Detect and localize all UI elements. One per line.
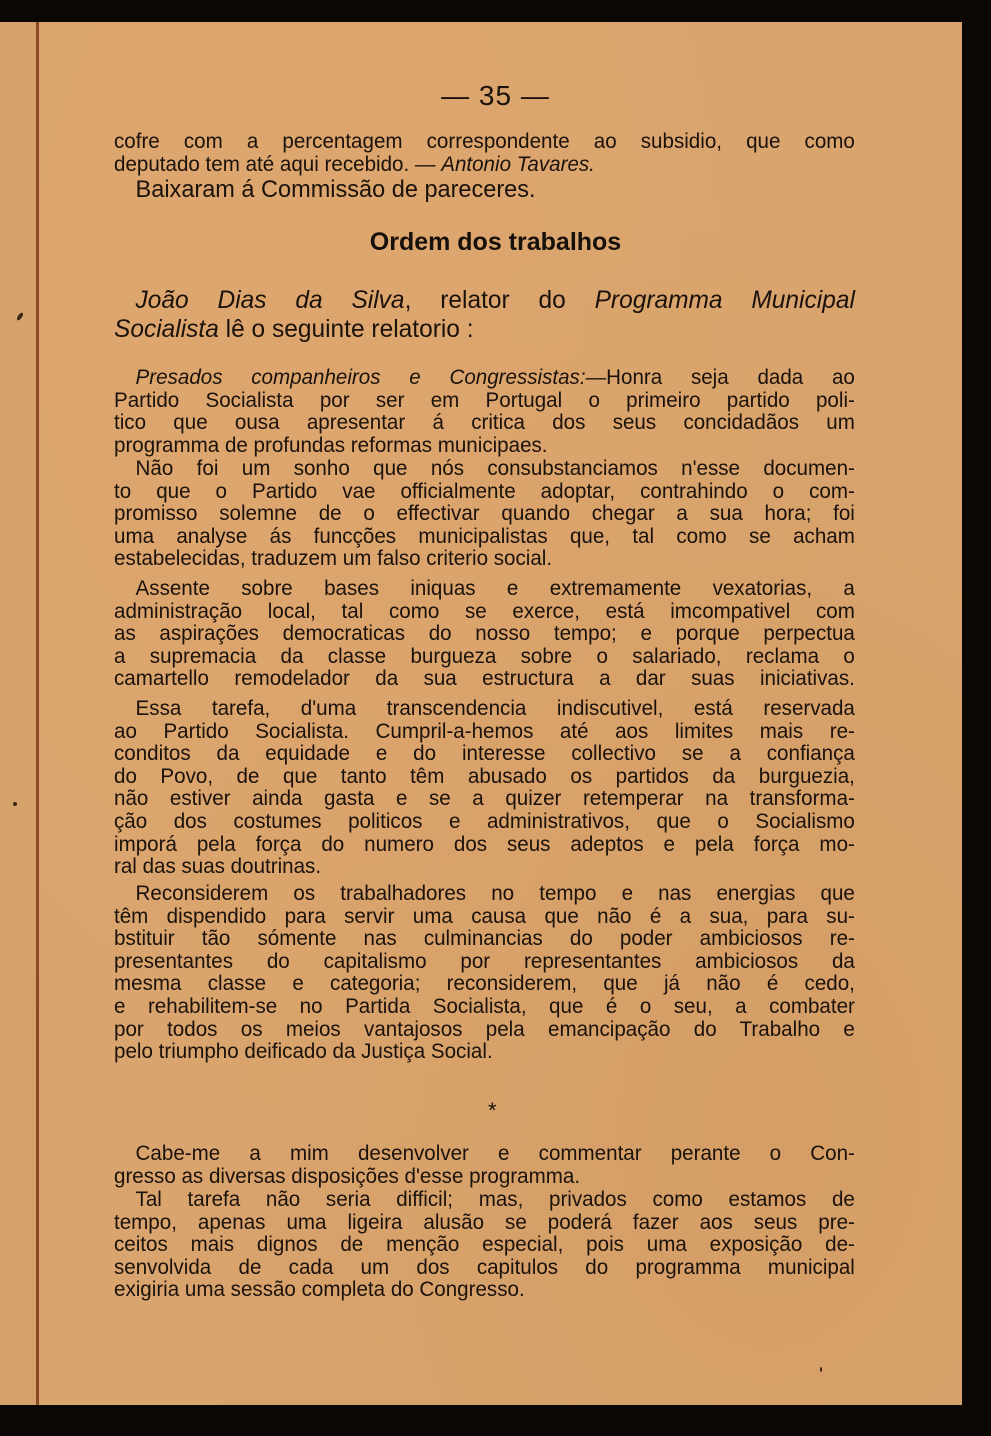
- paragraph: [114, 698, 855, 879]
- page-number: — 35 —: [441, 80, 550, 111]
- text-line: as aspirações democraticas do nosso tempo; e porque perpectua: [114, 622, 855, 646]
- text-line: conditos da equidade e do interesse collectivo se a confiança: [114, 742, 855, 766]
- text-line: senvolvida de cada um dos capitulos do programma municipal: [114, 1255, 855, 1279]
- paragraph: [114, 578, 855, 691]
- intro-block: [114, 286, 855, 344]
- paragraph: [114, 1143, 855, 1188]
- text-line: do Povo, de que tanto têm abusado os partidos da burguezia,: [114, 764, 855, 788]
- ink-spot: [13, 802, 17, 806]
- text-line: Essa tarefa, d'uma transcendencia indiscutivel, está reservada: [135, 697, 855, 720]
- text-line: camartello remodelador da sua estructura a dar suas iniciativas.: [114, 667, 855, 691]
- text-line: ao Partido Socialista. Cumpril-a-hemos até aos limites mais re-: [114, 719, 855, 743]
- speaker-name: João Dias da Silva: [135, 286, 405, 314]
- signature: Antonio Tavares.: [441, 152, 595, 176]
- text-line: administração local, tal como se exerce, está imcompativel com: [114, 599, 855, 623]
- text-fragment: —Honra seja dada ao: [585, 366, 855, 389]
- text-line: gresso as diversas disposições d'esse programma.: [114, 1164, 581, 1188]
- ink-spot: [820, 1367, 822, 1372]
- text-line: uma analyse ás funcções municipalistas que, tal como se acham: [114, 524, 855, 548]
- paragraph: [114, 458, 855, 571]
- committee-note: Baixaram á Commissão de pareceres.: [135, 176, 536, 204]
- text-line: pelo triumpho deificado da Justiça Social.: [114, 1040, 493, 1064]
- text-line: Assente sobre bases iniquas e extremamente vexatorias, a: [135, 577, 855, 600]
- text-fragment: , relator do: [404, 286, 595, 314]
- text-line: to que o Partido vae officialmente adoptar, contrahindo o com-: [114, 479, 855, 503]
- text-line: tico que ousa apresentar á critica dos seus concidadãos um: [114, 411, 855, 435]
- text-line: ral das suas doutrinas.: [114, 855, 322, 879]
- text-line: Cabe-me a mim desenvolver e commentar perante o Con-: [135, 1142, 855, 1165]
- text-line: programma de profundas reformas municipaes.: [114, 433, 548, 457]
- text-line: ção dos costumes politicos e administrativos, que o Socialismo: [114, 809, 855, 833]
- text-line: promisso solemne de o effectivar quando chegar a sua hora; foi: [114, 502, 855, 526]
- salutation: Presados companheiros e Congressistas:: [135, 366, 586, 389]
- text-fragment: deputado tem até aqui recebido. —: [114, 152, 442, 176]
- paragraph: [114, 1189, 855, 1302]
- text-line: não estiver ainda gasta e se a quizer retemperar na transforma-: [114, 787, 855, 811]
- paragraph: [114, 367, 855, 457]
- text-line: mesma classe e categoria; reconsiderem, que já não é cedo,: [114, 972, 855, 996]
- text-line: presentantes do capitalismo por representantes ambiciosos da: [114, 949, 855, 973]
- section-heading: Ordem dos trabalhos: [369, 228, 622, 256]
- text-line: têm dispendido para servir uma causa que não é a sua, para su-: [114, 904, 855, 928]
- text-line: tempo, apenas uma ligeira alusão se poderá fazer aos seus pre-: [114, 1210, 855, 1234]
- text-line: [114, 367, 855, 390]
- text-line: imporá pela força do numero dos seus adeptos e pela força mo-: [114, 832, 855, 856]
- text-line: Reconsiderem os trabalhadores no tempo e nas energias que: [135, 882, 855, 905]
- text-line: [114, 286, 855, 315]
- text-line: [114, 315, 855, 344]
- text-fragment: lê o seguinte relatorio :: [218, 315, 474, 343]
- text-line: Não foi um sonho que nós consubstanciamos n'esse documen-: [135, 457, 855, 480]
- text-line: bstituir tão sómente nas culminancias do poder ambiciosos re-: [114, 927, 855, 951]
- text-line: por todos os meios vantajosos pela emancipação do Trabalho e: [114, 1017, 855, 1041]
- section-separator: *: [488, 1098, 497, 1123]
- programme-title-cont: Socialista: [114, 315, 219, 343]
- paragraph: [114, 883, 855, 1064]
- scan-bottom-border: [0, 1405, 991, 1436]
- opening-block: [114, 131, 855, 204]
- text-line: exigiria uma sessão completa do Congresso.: [114, 1278, 525, 1302]
- text-line: a supremacia da classe burgueza sobre o salariado, reclama o: [114, 644, 855, 668]
- programme-title: Programma Municipal: [594, 286, 855, 314]
- text-line: e rehabilitem-se no Partida Socialista, que é o seu, a combater: [114, 994, 855, 1018]
- text-line: cofre com a percentagem correspondente ao subsidio, que como: [114, 130, 855, 153]
- text-line: estabelecidas, traduzem um falso criterio social.: [114, 547, 553, 571]
- text-line: ceitos mais dignos de menção especial, pois uma exposição de-: [114, 1233, 855, 1257]
- text-line: [114, 154, 855, 177]
- text-line: Tal tarefa não seria difficil; mas, privados como estamos de: [135, 1188, 855, 1211]
- text-line: Partido Socialista por ser em Portugal o primeiro partido poli-: [114, 388, 855, 412]
